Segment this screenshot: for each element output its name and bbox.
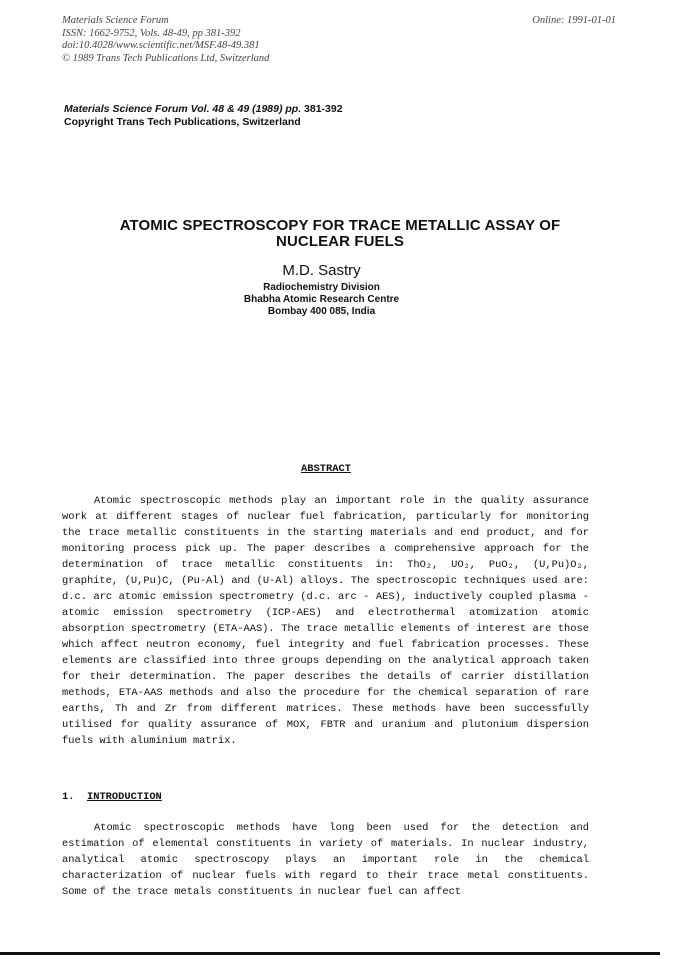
header-line: Materials Science Forum bbox=[62, 15, 169, 26]
header-line[interactable]: doi:10.4028/www.scientific.net/MSF.48-49.381 bbox=[62, 40, 260, 51]
page-bottom-rule bbox=[0, 952, 660, 955]
citation-pages: 381-392 bbox=[301, 103, 343, 115]
author-name: M.D. Sastry bbox=[282, 262, 361, 279]
intro-body: Atomic spectroscopic methods have long been used for the detection and estimation of elemental constituents in variety of materials. In nuclear industry, analytical atomic spectroscopy plays an important role in the chemical characterization of nuclear fuels with regard to their trace metal constituents. Some of the trace metals constituents in nuclear fuel can affect bbox=[62, 822, 589, 898]
paper-title bbox=[60, 218, 620, 250]
affiliation-line: Radiochemistry Division bbox=[263, 282, 380, 293]
section-heading bbox=[62, 791, 162, 803]
abstract-body: Atomic spectroscopic methods play an important role in the quality assurance work at different stages of nuclear fuel fabrication, particularly for monitoring the trace metallic constituents in the starting materials and end product, and for monitoring process pick up. The paper describes a comprehensive approach for the determination of trace metallic constituents in: ThO₂, UO₂, PuO₂, (U,Pu)O₂, graphite, (U,Pu)C, (Pu-Al) and (U-Al) alloys. The spectroscopic techniques used are: d.c. arc atomic emission spectrometry (d.c. arc - AES), inductively coupled plasma - atomic emission spectrometry (ICP-AES) and electrothermal atomization atomic absorption spectrometry (ETA-AAS). The trace metallic elements of interest are those which affect neutron economy, fuel integrity and fuel fabrication processes. These elements are classified into three groups depending on the analytical approach taken for their determination. The paper describes the details of carrier distillation methods, ETA-AAS methods and also the procedure for the chemical separation of rare earths, Th and Zr from different matrices. These methods have been successfully utilised for quality assurance of MOX, FBTR and uranium and plutonium dispersion fuels with aluminium matrix. bbox=[62, 495, 589, 747]
header-line: © 1989 Trans Tech Publications Ltd, Switzerland bbox=[62, 52, 270, 64]
citation-journal: Materials Science Forum bbox=[64, 103, 188, 115]
header-line: ISSN: 1662-9752, Vols. 48-49, pp 381-392 bbox=[62, 27, 241, 39]
citation-copyright: Copyright Trans Tech Publications, Switzerland bbox=[64, 116, 301, 128]
affiliation-line: Bombay 400 085, India bbox=[267, 306, 376, 317]
section-number: 1. bbox=[62, 791, 75, 803]
title-line: ATOMIC SPECTROSCOPY FOR TRACE METALLIC ASSAY OF bbox=[119, 217, 561, 234]
abstract-heading: ABSTRACT bbox=[301, 463, 351, 475]
citation-volume: Vol. 48 & 49 (1989) pp. bbox=[187, 103, 302, 115]
journal-header bbox=[62, 15, 269, 65]
citation-block bbox=[64, 103, 343, 129]
title-line: NUCLEAR FUELS bbox=[276, 233, 404, 250]
section-title: INTRODUCTION bbox=[86, 791, 162, 803]
online-date: Online: 1991-01-01 bbox=[532, 15, 616, 26]
affiliation-line: Bhabha Atomic Research Centre bbox=[243, 294, 400, 305]
affiliation bbox=[0, 282, 643, 318]
